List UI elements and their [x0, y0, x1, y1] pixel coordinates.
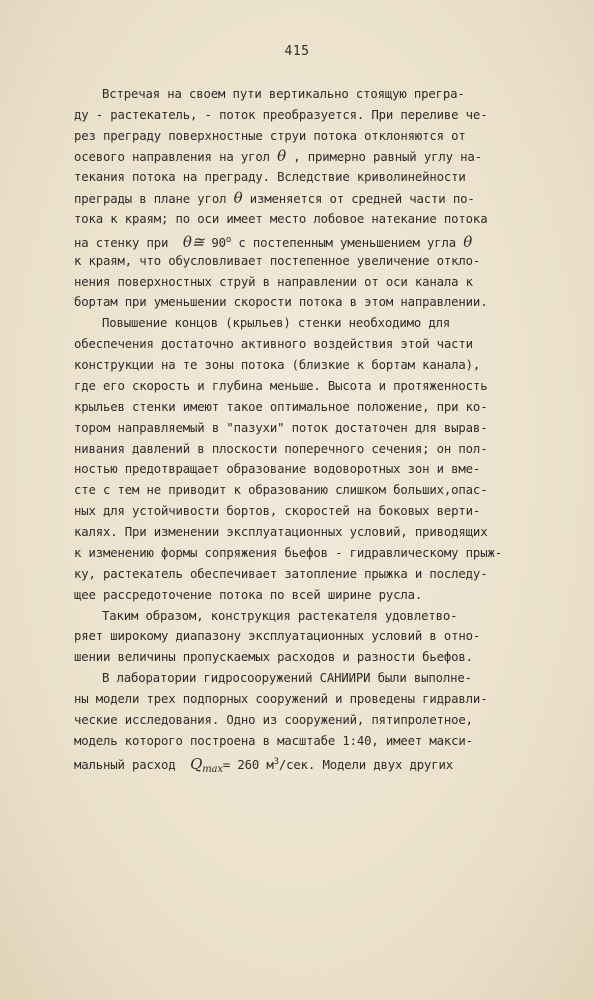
text-line: крыльев стенки имеют такое оптимальное положение, при ко- — [74, 400, 488, 414]
text-line: тором направляемый в "пазухи" поток достаточен для вырав- — [74, 421, 488, 435]
text-line: ных для устойчивости бортов, скоростей на боковых верти- — [74, 504, 481, 518]
theta-symbol: θ — [233, 189, 243, 207]
text-line: обеспечения достаточно активного воздействия этой части — [74, 337, 473, 351]
text-line: мальный расход $Q_{max}= 260$ $м^3$/сек. Модели двух других — [74, 755, 454, 775]
text-line: ностью предотвращает образование водоворотных зон и вме- — [74, 462, 481, 476]
text-line: ку, растекатель обеспечивает затопление прыжка и последу- — [74, 567, 488, 581]
text-line: к краям, что обусловливает постепенное увеличение откло- — [74, 254, 481, 268]
text-line: калях. При изменении эксплуатационных условий, приводящих — [74, 525, 488, 539]
text-line: преграды в плане угол θ изменяется от средней части по- — [74, 189, 475, 207]
theta-symbol: θ — [277, 147, 286, 165]
text-line: Таким образом, конструкция растекателя удовлетво- — [102, 609, 458, 623]
text-line: В лаборатории гидросооружений САНИИРИ были выполне- — [102, 671, 472, 685]
text-line: ряет широкому диапазону эксплуатационных условий в отно- — [74, 629, 481, 643]
text-line: на стенку при θ≅ $90^о$ с постепенным уменьшением угла θ — [74, 233, 473, 251]
cubic-superscript: 3 — [273, 757, 279, 767]
q-symbol: Q — [190, 755, 203, 773]
text-line: бортам при уменьшении скорости потока в этом направлении. — [74, 295, 488, 309]
text-line: где его скорость и глубина меньше. Высота и протяженность — [74, 379, 488, 393]
text-line: щее рассредоточение потока по всей ширине русла. — [74, 588, 423, 602]
text-line: конструкции на те зоны потока (близкие к бортам канала), — [74, 358, 481, 372]
max-subscript: max — [202, 764, 223, 775]
text-line: тока к краям; по оси имеет место лобовое натекание потока — [74, 212, 488, 226]
text-line: к изменению формы сопряжения бьефов - гидравлическому прыж- — [74, 546, 502, 560]
page-number: 415 — [284, 44, 310, 59]
text-line: шении величины пропускаемых расходов и разности бьефов. — [74, 650, 473, 664]
text-line: ны модели трех подпорных сооружений и проведены гидравли- — [74, 692, 488, 706]
text-line: ду - растекатель, - поток преобразуется. При переливе че- — [74, 108, 488, 122]
degree-superscript: о — [225, 235, 232, 245]
text-line: Повышение концов (крыльев) стенки необходимо для — [102, 316, 451, 330]
theta-symbol: θ — [463, 233, 473, 251]
text-line: Встречая на своем пути вертикально стоящую прегра- — [102, 87, 465, 101]
text-line: ческие исследования. Одно из сооружений, пятипролетное, — [74, 713, 473, 727]
text-line: текания потока на преграду. Вследствие криволинейности — [74, 170, 466, 184]
text-line: нивания давлений в плоскости поперечного сечения; он пол- — [74, 442, 488, 456]
text-line: рез преграду поверхностные струи потока отклоняются от — [74, 129, 466, 143]
text-line: осевого направления на угол θ , примерно равный углу на- — [74, 147, 482, 165]
text-line: нения поверхностных струй в направлении от оси канала к — [74, 275, 473, 289]
text-line: сте с тем не приводит к образованию слишком больших,опас- — [74, 483, 488, 497]
theta-approx-symbol: θ≅ — [182, 233, 205, 251]
text-line: модель которого построена в масштабе 1:40, имеет макси- — [74, 734, 473, 748]
